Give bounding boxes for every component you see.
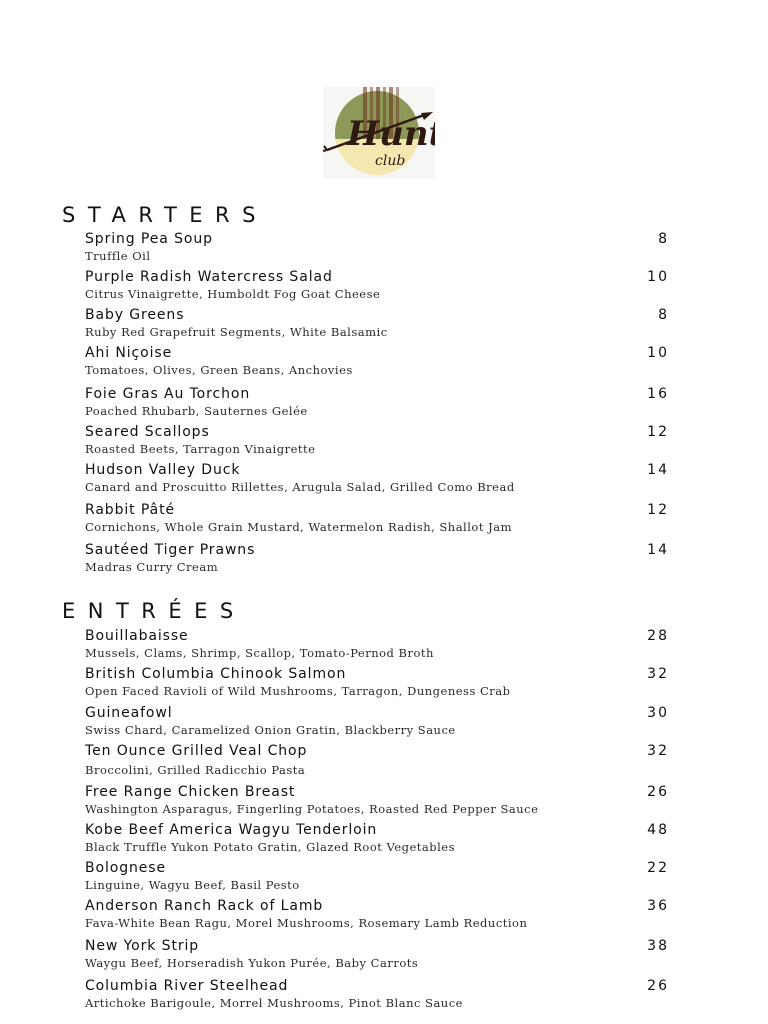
menu-item bbox=[85, 860, 675, 894]
dish-description: Broccolini, Grilled Radicchio Pasta bbox=[85, 763, 306, 777]
dish-description: Canard and Proscuitto Rillettes, Arugula Salad, Grilled Como Bread bbox=[85, 480, 515, 494]
dish-price: 48 bbox=[647, 822, 669, 838]
dish-name: Columbia River Steelhead bbox=[85, 978, 289, 994]
dish-price: 22 bbox=[647, 860, 669, 876]
dish-price: 38 bbox=[647, 938, 669, 954]
menu-item bbox=[85, 231, 675, 265]
dish-price: 30 bbox=[647, 705, 669, 721]
dish-description: Washington Asparagus, Fingerling Potatoes, Roasted Red Pepper Sauce bbox=[85, 802, 539, 816]
menu-item bbox=[85, 938, 675, 972]
dish-name: Baby Greens bbox=[85, 307, 185, 323]
menu-item bbox=[85, 345, 675, 379]
dish-price: 36 bbox=[647, 898, 669, 914]
dish-price: 12 bbox=[647, 502, 669, 518]
dish-name: Seared Scallops bbox=[85, 424, 210, 440]
dish-description: Tomatoes, Olives, Green Beans, Anchovies bbox=[85, 363, 353, 377]
dish-description: Truffle Oil bbox=[85, 249, 151, 263]
hunt-club-logo bbox=[323, 87, 435, 179]
dish-price: 10 bbox=[647, 345, 669, 361]
dish-description: Citrus Vinaigrette, Humboldt Fog Goat Cheese bbox=[85, 287, 381, 301]
dish-price: 32 bbox=[647, 743, 669, 759]
dish-description: Madras Curry Cream bbox=[85, 560, 219, 574]
menu-item bbox=[85, 898, 675, 932]
dish-name: British Columbia Chinook Salmon bbox=[85, 666, 347, 682]
menu-item bbox=[85, 705, 675, 739]
dish-name: Hudson Valley Duck bbox=[85, 462, 241, 478]
menu-item bbox=[85, 542, 675, 576]
dish-description: Black Truffle Yukon Potato Gratin, Glazed Root Vegetables bbox=[85, 840, 455, 854]
menu-item bbox=[85, 386, 675, 420]
dish-description: Roasted Beets, Tarragon Vinaigrette bbox=[85, 442, 316, 456]
dish-description: Fava-White Bean Ragu, Morel Mushrooms, Rosemary Lamb Reduction bbox=[85, 916, 528, 930]
menu-item bbox=[85, 978, 675, 1012]
menu-item bbox=[85, 784, 675, 818]
dish-description: Mussels, Clams, Shrimp, Scallop, Tomato-Pernod Broth bbox=[85, 646, 434, 660]
dish-price: 14 bbox=[647, 462, 669, 478]
dish-name: Purple Radish Watercress Salad bbox=[85, 269, 333, 285]
dish-price: 28 bbox=[647, 628, 669, 644]
dish-price: 12 bbox=[647, 424, 669, 440]
dish-description: Cornichons, Whole Grain Mustard, Watermelon Radish, Shallot Jam bbox=[85, 520, 512, 534]
menu-item bbox=[85, 666, 675, 700]
dish-name: Spring Pea Soup bbox=[85, 231, 213, 247]
menu-item bbox=[85, 743, 675, 777]
menu-item bbox=[85, 269, 675, 303]
dish-name: New York Strip bbox=[85, 938, 200, 954]
starters-heading: STARTERS bbox=[62, 203, 268, 227]
dish-description: Waygu Beef, Horseradish Yukon Purée, Baby Carrots bbox=[85, 956, 419, 970]
dish-price: 26 bbox=[647, 784, 669, 800]
dish-name: Bolognese bbox=[85, 860, 167, 876]
menu-item bbox=[85, 628, 675, 662]
dish-name: Ahi Niçoise bbox=[85, 345, 173, 361]
dish-name: Anderson Ranch Rack of Lamb bbox=[85, 898, 324, 914]
dish-name: Guineafowl bbox=[85, 705, 173, 721]
dish-price: 16 bbox=[647, 386, 669, 402]
dish-name: Foie Gras Au Torchon bbox=[85, 386, 251, 402]
menu-item bbox=[85, 424, 675, 458]
dish-description: Poached Rhubarb, Sauternes Gelée bbox=[85, 404, 308, 418]
menu-item bbox=[85, 462, 675, 496]
dish-name: Kobe Beef America Wagyu Tenderloin bbox=[85, 822, 378, 838]
entrees-heading: ENTRÉES bbox=[62, 599, 246, 623]
dish-name: Ten Ounce Grilled Veal Chop bbox=[85, 743, 308, 759]
dish-price: 10 bbox=[647, 269, 669, 285]
dish-name: Rabbit Pâté bbox=[85, 502, 175, 518]
dish-description: Open Faced Ravioli of Wild Mushrooms, Tarragon, Dungeness Crab bbox=[85, 684, 511, 698]
dish-price: 14 bbox=[647, 542, 669, 558]
dish-description: Linguine, Wagyu Beef, Basil Pesto bbox=[85, 878, 300, 892]
dish-price: 8 bbox=[658, 307, 669, 323]
dish-name: Bouillabaisse bbox=[85, 628, 189, 644]
dish-description: Ruby Red Grapefruit Segments, White Balsamic bbox=[85, 325, 388, 339]
svg-text:club: club bbox=[375, 153, 406, 169]
menu-item bbox=[85, 502, 675, 536]
menu-item bbox=[85, 822, 675, 856]
dish-price: 32 bbox=[647, 666, 669, 682]
dish-description: Swiss Chard, Caramelized Onion Gratin, Blackberry Sauce bbox=[85, 723, 456, 737]
dish-name: Free Range Chicken Breast bbox=[85, 784, 296, 800]
svg-text:Hunt: Hunt bbox=[347, 114, 435, 154]
dish-name: Sautéed Tiger Prawns bbox=[85, 542, 256, 558]
dish-description: Artichoke Barigoule, Morrel Mushrooms, Pinot Blanc Sauce bbox=[85, 996, 463, 1010]
dish-price: 8 bbox=[658, 231, 669, 247]
menu-item bbox=[85, 307, 675, 341]
dish-price: 26 bbox=[647, 978, 669, 994]
